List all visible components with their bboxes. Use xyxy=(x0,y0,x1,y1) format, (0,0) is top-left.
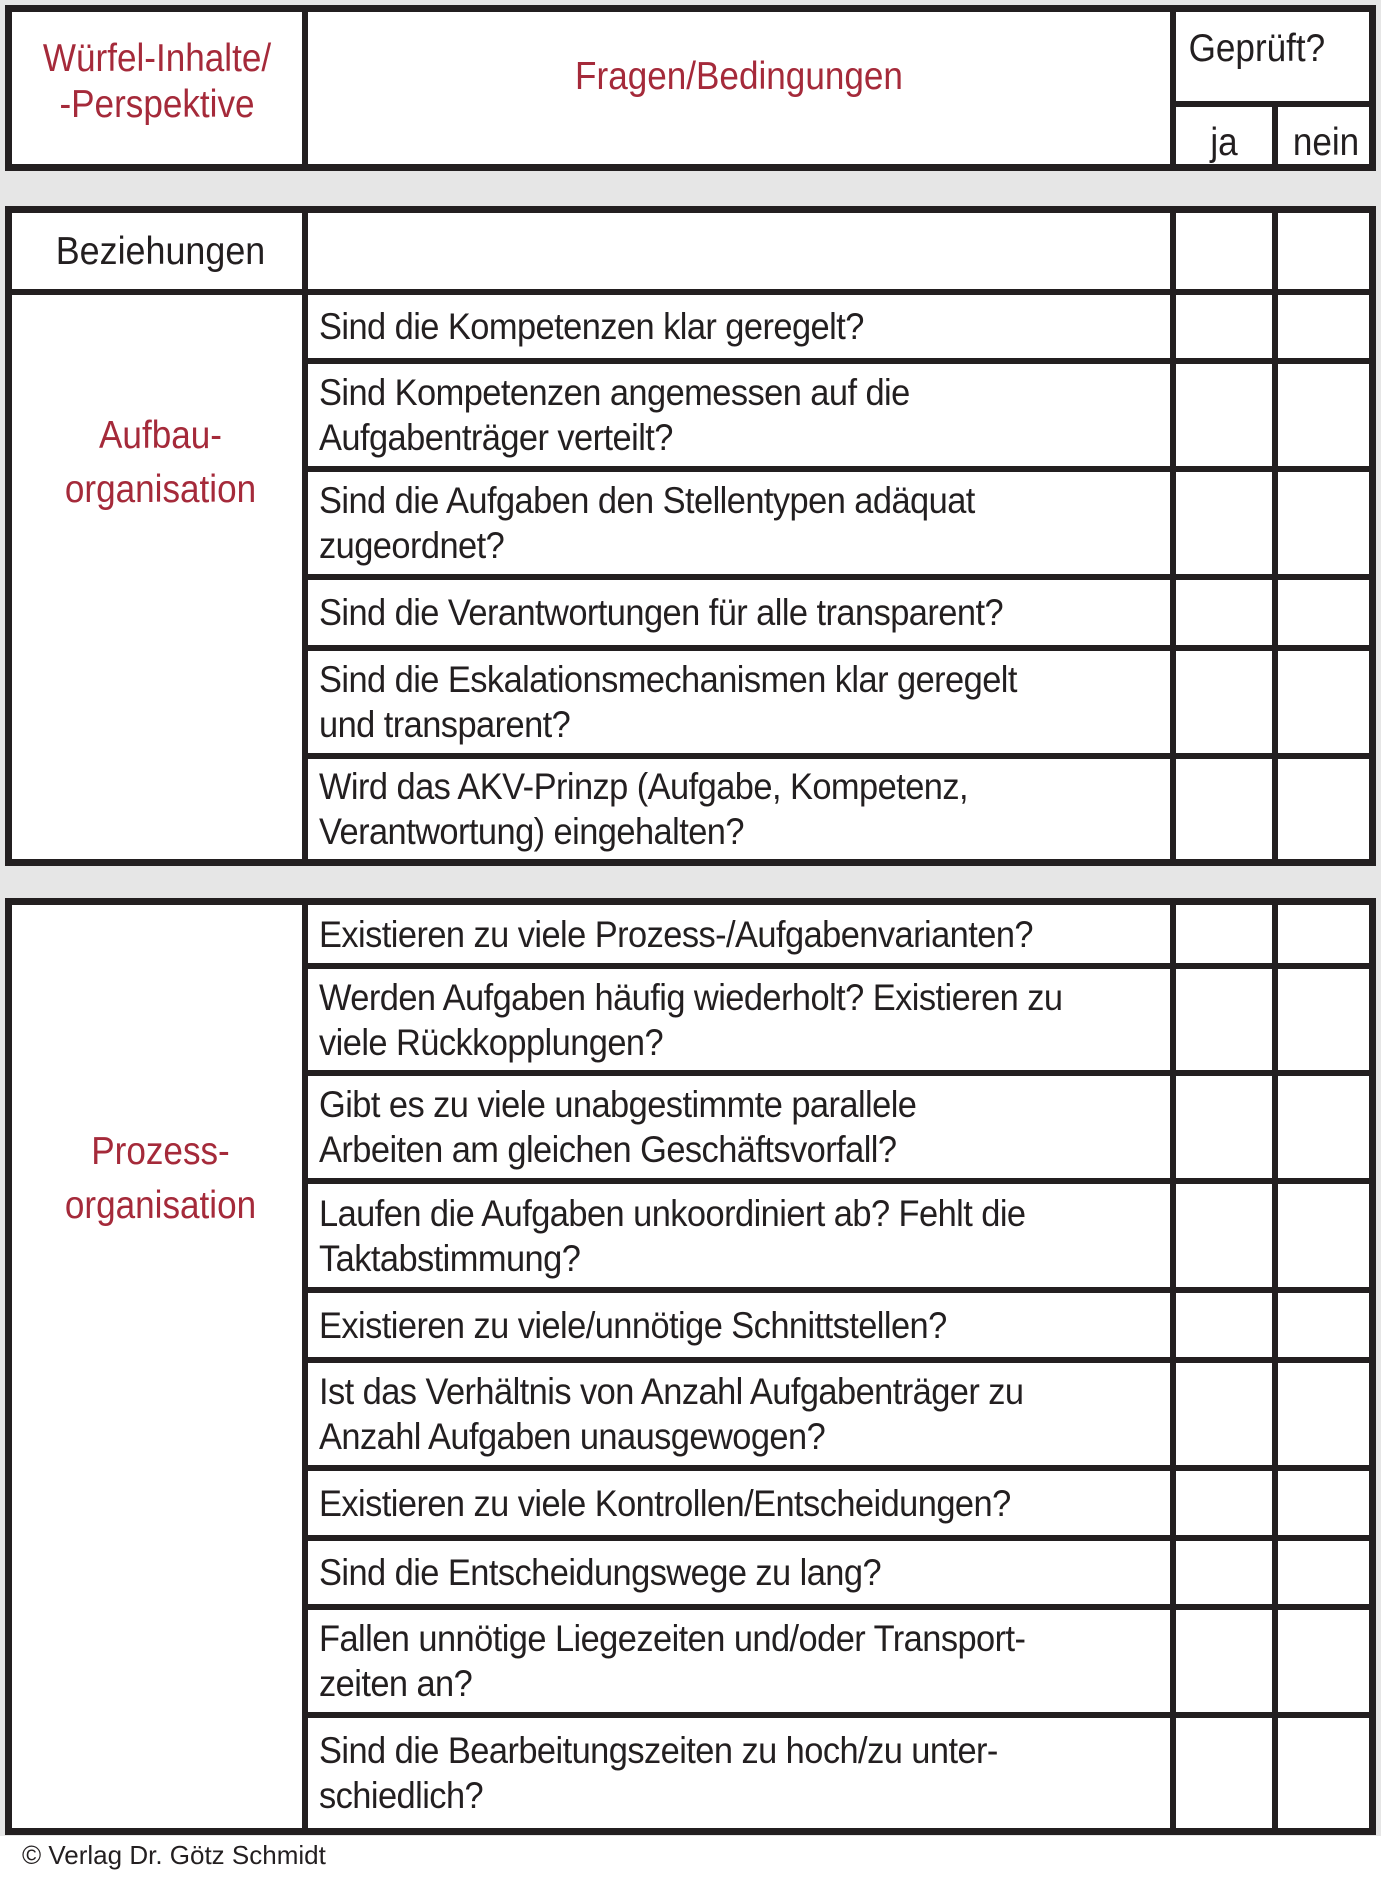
checkbox-no[interactable] xyxy=(1278,1610,1374,1712)
checkbox-no[interactable] xyxy=(1278,1184,1374,1287)
checkbox-yes[interactable] xyxy=(1176,905,1272,963)
question-row xyxy=(308,472,1163,574)
checkbox-yes[interactable] xyxy=(1176,1541,1272,1604)
divider xyxy=(12,289,308,295)
checkbox-yes[interactable] xyxy=(1176,1610,1272,1712)
checkbox-no[interactable] xyxy=(1278,472,1374,574)
checkbox-yes[interactable] xyxy=(1176,1718,1272,1822)
question-text: Fallen unnötige Liegezeiten und/oder Transport- zeiten an? xyxy=(319,1618,1026,1704)
checkbox-yes[interactable] xyxy=(1176,295,1272,358)
section-prozessorganisation xyxy=(5,898,1376,1835)
group-label-line2: organisation xyxy=(64,1184,257,1227)
group-label-line2: organisation xyxy=(64,468,257,511)
question-text: Sind die Aufgaben den Stellentypen adäquat zugeordnet? xyxy=(319,480,975,566)
header-table xyxy=(5,5,1376,171)
checkbox-no[interactable] xyxy=(1278,1363,1374,1465)
header-yes: ja xyxy=(1210,121,1238,164)
header-checked: Geprüft? xyxy=(1188,27,1326,70)
checkbox-yes[interactable] xyxy=(1176,1184,1272,1287)
checkbox-no[interactable] xyxy=(1278,1076,1374,1178)
group-label-line1: Aufbau- xyxy=(99,414,222,457)
divider xyxy=(1272,102,1278,164)
checkbox-yes[interactable] xyxy=(1176,580,1272,645)
checkbox-no[interactable] xyxy=(1278,1541,1374,1604)
header-no: nein xyxy=(1292,121,1360,164)
question-row xyxy=(308,295,1163,358)
question-text: Laufen die Aufgaben unkoordiniert ab? Fehlt die Taktabstimmung? xyxy=(319,1192,1026,1279)
group-label-prozessorganisation xyxy=(27,1125,294,1233)
checkbox-no[interactable] xyxy=(1278,969,1374,1070)
question-text: Sind Kompetenzen angemessen auf die Aufgabenträger verteilt? xyxy=(319,372,910,458)
section-aufbauorganisation xyxy=(5,206,1376,866)
checkbox-no[interactable] xyxy=(1278,580,1374,645)
checkbox-yes[interactable] xyxy=(1176,1293,1272,1357)
header-perspective-line2: -Perspektive xyxy=(59,83,255,126)
question-text: Gibt es zu viele unabgestimmte parallele Arbeiten am gleichen Geschäftsvorfall? xyxy=(319,1084,917,1170)
checkbox-no[interactable] xyxy=(1278,1293,1374,1357)
question-text: Ist das Verhältnis von Anzahl Aufgabenträger zu Anzahl Aufgaben unausgewogen? xyxy=(319,1371,1024,1457)
checkbox-yes[interactable] xyxy=(1176,1363,1272,1465)
checkbox-yes[interactable] xyxy=(1176,472,1272,574)
checkbox-no[interactable] xyxy=(1278,295,1374,358)
question-text: Sind die Bearbeitungszeiten zu hoch/zu unter- schiedlich? xyxy=(319,1730,998,1816)
header-questions: Fragen/Bedingungen xyxy=(575,55,903,98)
checkbox-yes[interactable] xyxy=(1176,759,1272,853)
group-label-aufbauorganisation xyxy=(27,409,294,517)
group-label-line1: Prozess- xyxy=(91,1130,230,1173)
question-text: Werden Aufgaben häufig wiederholt? Existieren zu viele Rückkopplungen? xyxy=(319,976,1063,1063)
question-text: Sind die Eskalationsmechanismen klar geregelt und transparent? xyxy=(319,659,1017,745)
checkbox-yes[interactable] xyxy=(1176,969,1272,1070)
question-row xyxy=(308,1293,1163,1357)
checkbox-no[interactable] xyxy=(1278,905,1374,963)
question-row xyxy=(308,580,1163,645)
question-text: Sind die Verantwortungen für alle transparent? xyxy=(319,592,1004,633)
question-row xyxy=(308,1363,1163,1465)
checkbox-no[interactable] xyxy=(1278,651,1374,753)
header-perspective-line1: Würfel-Inhalte/ xyxy=(42,37,272,80)
checkbox-yes[interactable] xyxy=(1176,651,1272,753)
question-row xyxy=(308,1718,1163,1828)
question-row xyxy=(308,905,1163,963)
question-text: Existieren zu viele Kontrollen/Entscheidungen? xyxy=(319,1482,1011,1524)
checkbox-no[interactable] xyxy=(1278,1718,1374,1822)
question-row xyxy=(308,1610,1163,1712)
checkbox-yes[interactable] xyxy=(1176,1471,1272,1535)
divider xyxy=(1170,101,1369,107)
divider xyxy=(302,12,308,164)
question-row xyxy=(308,759,1163,859)
question-row xyxy=(308,1541,1163,1604)
question-row xyxy=(308,364,1163,466)
question-text: Existieren zu viele Prozess-/Aufgabenvarianten? xyxy=(319,913,1033,955)
question-text: Sind die Entscheidungswege zu lang? xyxy=(319,1552,882,1593)
question-text: Wird das AKV-Prinzp (Aufgabe, Kompetenz, Verantwortung) eingehalten? xyxy=(319,766,969,852)
copyright-footer: © Verlag Dr. Götz Schmidt xyxy=(22,1840,326,1870)
question-text: Sind die Kompetenzen klar geregelt? xyxy=(319,306,864,347)
checkbox-no[interactable] xyxy=(1278,1471,1374,1535)
checkbox-yes[interactable] xyxy=(1176,364,1272,466)
checkbox-yes[interactable] xyxy=(1176,1076,1272,1178)
question-row xyxy=(308,1471,1163,1535)
question-row xyxy=(308,1076,1163,1178)
question-row xyxy=(308,969,1163,1070)
checkbox-no[interactable] xyxy=(1278,759,1374,853)
checkbox-no[interactable] xyxy=(1278,364,1374,466)
question-text: Existieren zu viele/unnötige Schnittstellen? xyxy=(319,1304,947,1346)
question-row xyxy=(308,1184,1163,1287)
question-row xyxy=(308,651,1163,753)
section-title-beziehungen: Beziehungen xyxy=(55,230,266,273)
header-perspective xyxy=(27,36,288,128)
